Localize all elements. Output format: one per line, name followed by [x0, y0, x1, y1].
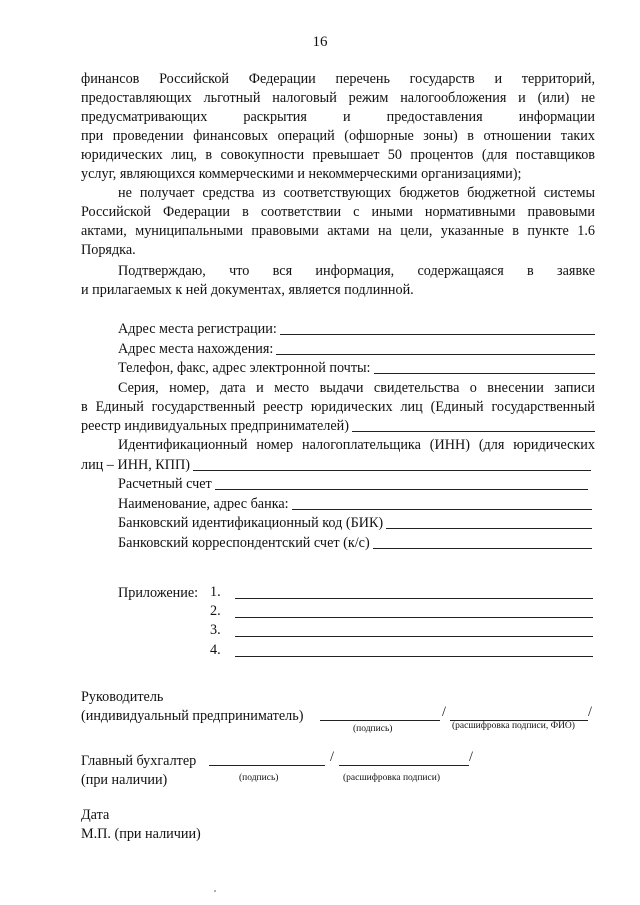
- paragraph-line: предоставляющих льготный налоговый режим налогообложения и (или) не: [81, 90, 595, 106]
- location-address-field[interactable]: [118, 340, 595, 358]
- certificate-field[interactable]: [81, 417, 595, 435]
- inn-label-line: Идентификационный номер налогоплательщика (ИНН) (для юридических: [118, 437, 595, 453]
- head-slash: /: [442, 704, 446, 720]
- bank-field[interactable]: [118, 495, 592, 513]
- paragraph-line: актами, муниципальными правовыми актами на цели, указанные в пункте 1.6: [81, 223, 595, 239]
- paragraph-line: предусматривающих раскрытия и предоставления информации: [81, 109, 595, 125]
- accountant-slash: /: [469, 749, 473, 765]
- appendix-line-4[interactable]: [235, 656, 593, 657]
- certificate-line[interactable]: [352, 419, 595, 432]
- head-subtitle: (индивидуальный предприниматель): [81, 708, 304, 724]
- appendix-line-3[interactable]: [235, 636, 593, 637]
- accountant-sign-caption: (подпись): [239, 773, 279, 783]
- location-address-line[interactable]: [276, 342, 595, 355]
- inn-field[interactable]: [81, 456, 591, 474]
- paragraph-line: финансов Российской Федерации перечень государств и территорий,: [81, 71, 595, 87]
- appendix-item-number: 4.: [210, 642, 221, 658]
- account-label: Расчетный счет: [118, 476, 212, 492]
- corr-account-field[interactable]: [118, 534, 592, 552]
- paragraph-line: Российской Федерации в соответствии с иными нормативными правовыми: [81, 204, 595, 220]
- accountant-signature-line[interactable]: [209, 765, 325, 766]
- accountant-decode-line[interactable]: [339, 765, 469, 766]
- account-field[interactable]: [118, 475, 588, 493]
- paragraph-line: юридических лиц, в совокупности превышает 50 процентов (для поставщиков: [81, 147, 595, 163]
- page-number: 16: [312, 34, 328, 50]
- head-decode-caption: (расшифровка подписи, ФИО): [452, 721, 575, 731]
- certificate-label-line: в Единый государственный реестр юридических лиц (Единый государственный: [81, 399, 595, 415]
- bik-field[interactable]: [118, 514, 592, 532]
- date-label: Дата: [81, 807, 110, 823]
- head-signature-line[interactable]: [320, 720, 440, 721]
- paragraph-line: услуг, являющихся коммерческими и некоммерческими организациями);: [81, 166, 522, 182]
- appendix-item-number: 3.: [210, 622, 221, 638]
- paragraph-line: и прилагаемых к ней документах, является подлинной.: [81, 282, 414, 298]
- scan-speck: [214, 890, 216, 892]
- inn-label: лиц – ИНН, КПП): [81, 457, 190, 473]
- contacts-label: Телефон, факс, адрес электронной почты:: [118, 360, 371, 376]
- appendix-item-number: 1.: [210, 584, 221, 600]
- paragraph-line: Подтверждаю, что вся информация, содержащаяся в заявке: [118, 263, 595, 279]
- corr-account-line[interactable]: [373, 536, 592, 549]
- accountant-title: Главный бухгалтер: [81, 753, 197, 769]
- appendix-line-2[interactable]: [235, 617, 593, 618]
- paragraph-line: при проведении финансовых операций (офшорные зоны) в отношении таких: [81, 128, 595, 144]
- paragraph-line: не получает средства из соответствующих бюджетов бюджетной системы: [118, 185, 595, 201]
- contacts-field[interactable]: [118, 359, 595, 377]
- stamp-label: М.П. (при наличии): [81, 826, 201, 842]
- account-line[interactable]: [215, 477, 588, 490]
- certificate-label: реестр индивидуальных предпринимателей): [81, 418, 349, 434]
- bik-line[interactable]: [386, 516, 592, 529]
- appendix-label: Приложение:: [118, 585, 199, 601]
- bik-label: Банковский идентификационный код (БИК): [118, 515, 384, 531]
- appendix-item-number: 2.: [210, 603, 221, 619]
- appendix-line-1[interactable]: [235, 598, 593, 599]
- bank-label: Наименование, адрес банка:: [118, 496, 289, 512]
- head-sign-caption: (подпись): [353, 724, 393, 734]
- reg-address-field[interactable]: [118, 320, 595, 338]
- reg-address-line[interactable]: [280, 322, 595, 335]
- accountant-slash: /: [330, 749, 334, 765]
- paragraph-line: Порядка.: [81, 242, 136, 258]
- reg-address-label: Адрес места регистрации:: [118, 321, 277, 337]
- bank-line[interactable]: [292, 497, 592, 510]
- inn-line[interactable]: [193, 458, 591, 471]
- corr-account-label: Банковский корреспондентский счет (к/с): [118, 535, 370, 551]
- head-title: Руководитель: [81, 689, 164, 705]
- accountant-decode-caption: (расшифровка подписи): [343, 773, 440, 783]
- certificate-label-line: Серия, номер, дата и место выдачи свидетельства о внесении записи: [118, 380, 595, 396]
- location-address-label: Адрес места нахождения:: [118, 341, 274, 357]
- accountant-subtitle: (при наличии): [81, 772, 168, 788]
- head-slash: /: [588, 704, 592, 720]
- contacts-line[interactable]: [374, 361, 596, 374]
